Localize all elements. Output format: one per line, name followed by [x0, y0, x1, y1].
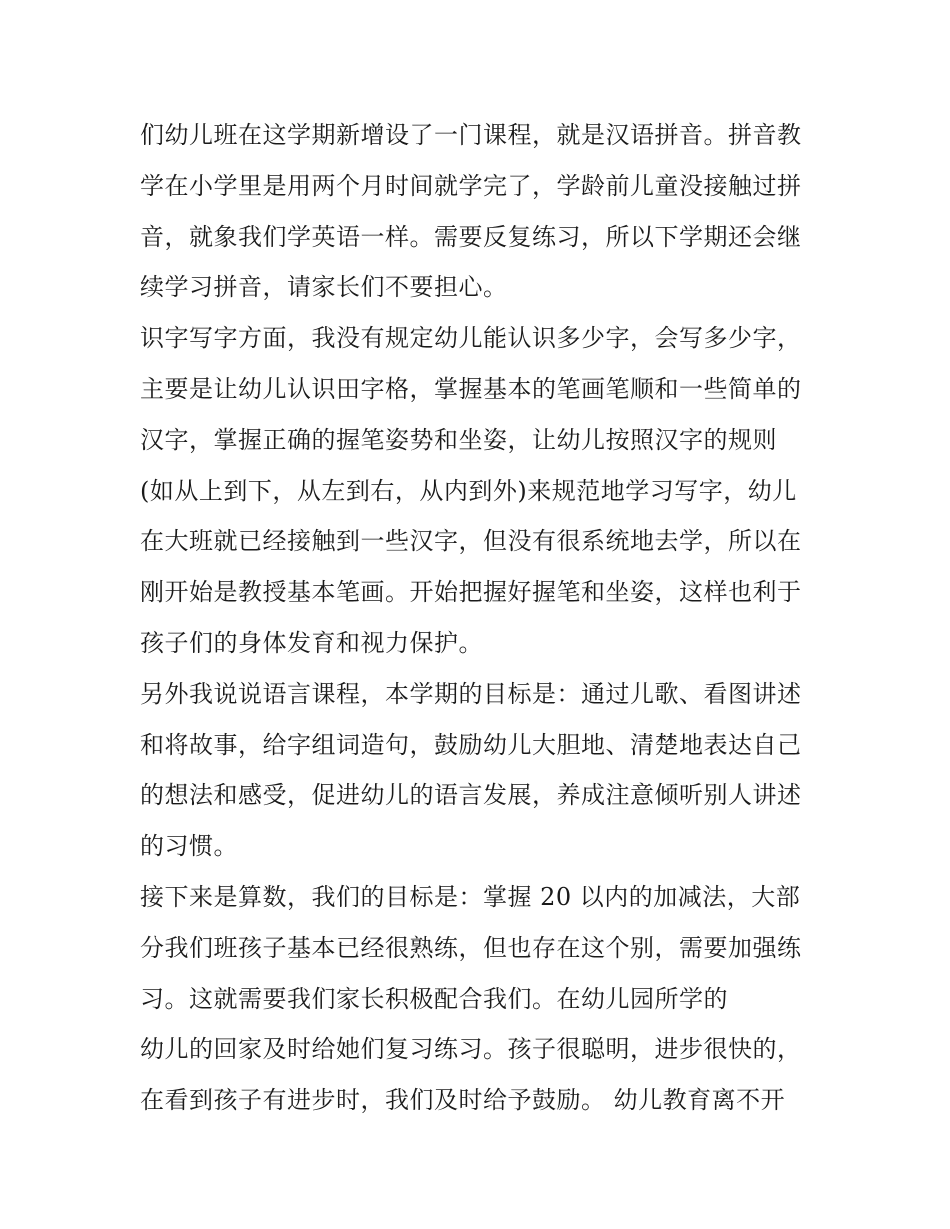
- text-line: 的想法和感受，促进幼儿的语言发展，养成注意倾听别人讲述: [140, 781, 802, 810]
- text-line: 主要是让幼儿认识田字格，掌握基本的笔画笔顺和一些简单的: [140, 374, 802, 403]
- text-line: 学在小学里是用两个月时间就学完了，学龄前儿童没接触过拼: [140, 171, 802, 200]
- text-line: 和将故事，给字组词造句，鼓励幼儿大胆地、清楚地表达自己: [140, 730, 802, 759]
- text-line: 刚开始是教授基本笔画。开始把握好握笔和坐姿，这样也利于: [140, 578, 802, 607]
- text-line: 在看到孩子有进步时，我们及时给予鼓励。 幼儿教育离不开: [140, 1086, 786, 1115]
- text-line: 在大班就已经接触到一些汉字，但没有很系统地去学，所以在: [140, 527, 802, 556]
- text-line: 续学习拼音，请家长们不要担心。: [140, 273, 508, 302]
- text-line: 习。这就需要我们家长积极配合我们。在幼儿园所学的: [140, 984, 728, 1013]
- text-line: 音，就象我们学英语一样。需要反复练习，所以下学期还会继: [140, 222, 802, 251]
- text-line: (如从上到下，从左到右，从内到外)来规范地学习写字，幼儿: [140, 476, 797, 505]
- text-line: 识字写字方面，我没有规定幼儿能认识多少字，会写多少字，: [140, 324, 802, 353]
- text-line: 幼儿的回家及时给她们复习练习。孩子很聪明，进步很快的，: [140, 1035, 802, 1064]
- text-line: 汉字，掌握正确的握笔姿势和坐姿，让幼儿按照汉字的规则: [140, 425, 777, 454]
- text-line: 另外我说说语言课程，本学期的目标是：通过儿歌、看图讲述: [140, 679, 802, 708]
- text-line: 的习惯。: [140, 832, 238, 861]
- text-line: 孩子们的身体发育和视力保护。: [140, 628, 483, 657]
- text-line: 们幼儿班在这学期新增设了一门课程，就是汉语拼音。拼音教: [140, 121, 802, 149]
- text-line: 接下来是算数，我们的目标是：掌握 20 以内的加减法，大部: [140, 882, 801, 911]
- document-body: [140, 110, 830, 1126]
- text-line: 分我们班孩子基本已经很熟练，但也存在这个别，需要加强练: [140, 933, 802, 962]
